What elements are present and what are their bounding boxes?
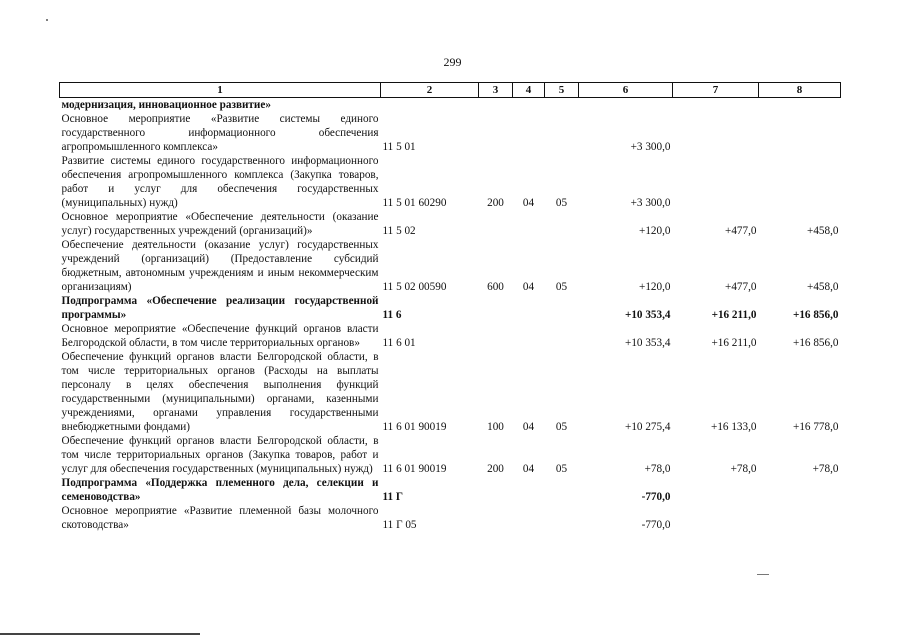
amount-col6-cell: -770,0 xyxy=(641,519,671,531)
amount-col6-cell: +120,0 xyxy=(639,281,671,293)
description-cell: Основное мероприятие «Обеспечение функций органов власти Белгородской области, в том числе территориальных органов» xyxy=(61,323,379,349)
subsection-cell xyxy=(545,476,579,504)
description-cell: модернизация, инновационное развитие» xyxy=(61,99,271,111)
table-row xyxy=(60,238,841,294)
section-cell: 04 xyxy=(522,421,535,433)
amount-col8-cell: +16 856,0 xyxy=(792,309,839,321)
amount-col7-cell: +78,0 xyxy=(730,463,757,475)
subsection-cell xyxy=(545,98,579,113)
code-cell: 11 6 01 90019 xyxy=(382,421,447,433)
subsection-cell: 05 xyxy=(555,421,568,433)
section-cell xyxy=(513,322,545,350)
header-col-5: 5 xyxy=(545,83,579,98)
amount-col7-cell: +16 211,0 xyxy=(711,337,757,349)
expense-type-cell xyxy=(479,112,513,154)
header-col-6: 6 xyxy=(579,83,673,98)
section-cell: 04 xyxy=(522,463,535,475)
code-cell: 11 5 01 xyxy=(382,141,416,153)
table-row xyxy=(60,350,841,434)
description-cell: Обеспечение функций органов власти Белгородской области, в том числе территориальных органов (Закупка товаров, работ и услуг для обеспечения государственных (муниципальных) нужд) xyxy=(61,435,379,475)
section-cell xyxy=(513,112,545,154)
table-row xyxy=(60,322,841,350)
description-cell: Основное мероприятие «Обеспечение деятельности (оказание услуг) государственных учреждений (организаций)» xyxy=(61,211,379,237)
amount-col7-cell: +16 133,0 xyxy=(711,421,757,433)
amount-col6-cell: +10 353,4 xyxy=(625,337,671,349)
table-row xyxy=(60,112,841,154)
amount-col6-cell: +10 275,4 xyxy=(625,421,671,433)
amount-col6-cell: +78,0 xyxy=(644,463,671,475)
description-cell: Подпрограмма «Обеспечение реализации государственной программы» xyxy=(61,295,379,321)
section-cell: 04 xyxy=(522,197,535,209)
amount-col6-cell xyxy=(579,98,673,113)
subsection-cell: 05 xyxy=(555,197,568,209)
amount-col6-cell: +3 300,0 xyxy=(630,141,671,153)
code-cell xyxy=(381,98,479,113)
header-col-3: 3 xyxy=(479,83,513,98)
table-row xyxy=(60,210,841,238)
section-cell xyxy=(513,504,545,532)
description-cell: Подпрограмма «Поддержка племенного дела, селекции и семеноводства» xyxy=(61,477,379,503)
section-cell xyxy=(513,210,545,238)
header-row xyxy=(60,83,841,98)
subsection-cell xyxy=(545,112,579,154)
amount-col7-cell xyxy=(673,112,759,154)
amount-col8-cell xyxy=(759,476,841,504)
amount-col6-cell: +120,0 xyxy=(639,225,671,237)
table-row xyxy=(60,294,841,322)
code-cell: 11 5 02 xyxy=(382,225,416,237)
amount-col6-cell: -770,0 xyxy=(641,491,671,503)
subsection-cell: 05 xyxy=(555,281,568,293)
amount-col8-cell xyxy=(759,98,841,113)
description-cell: Развитие системы единого государственного информационного обеспечения агропромышленного комплекса (Закупка товаров, работ и услуг для обеспечения государственных (муниципальных) нужд) xyxy=(61,155,379,209)
amount-col7-cell: +477,0 xyxy=(725,225,757,237)
subsection-cell xyxy=(545,210,579,238)
section-cell: 04 xyxy=(522,281,535,293)
header-col-8: 8 xyxy=(759,83,841,98)
amount-col8-cell xyxy=(759,112,841,154)
code-cell: 11 6 xyxy=(382,309,402,321)
amount-col6-cell: +10 353,4 xyxy=(624,309,671,321)
description-cell: Основное мероприятие «Развитие системы единого государственного информационного обеспечения агропромышленного комплекса» xyxy=(61,113,379,153)
expense-type-cell xyxy=(479,504,513,532)
amount-col8-cell: +458,0 xyxy=(807,225,839,237)
code-cell: 11 5 01 60290 xyxy=(382,197,447,209)
header-col-4: 4 xyxy=(513,83,545,98)
amount-col7-cell xyxy=(673,154,759,210)
expense-type-cell: 200 xyxy=(487,463,504,475)
expense-type-cell xyxy=(479,476,513,504)
expense-type-cell xyxy=(479,294,513,322)
amount-col8-cell: +16 856,0 xyxy=(793,337,839,349)
expense-type-cell: 100 xyxy=(487,421,504,433)
budget-table xyxy=(59,82,841,532)
subsection-cell xyxy=(545,504,579,532)
header-col-1: 1 xyxy=(60,83,381,98)
section-cell xyxy=(513,294,545,322)
table-row xyxy=(60,476,841,504)
amount-col6-cell: +3 300,0 xyxy=(630,197,671,209)
amount-col7-cell xyxy=(673,98,759,113)
header-col-2: 2 xyxy=(381,83,479,98)
subsection-cell xyxy=(545,294,579,322)
table-row xyxy=(60,434,841,476)
table-row xyxy=(60,154,841,210)
description-cell: Основное мероприятие «Развитие племенной базы молочного скотоводства» xyxy=(61,505,379,531)
code-cell: 11 5 02 00590 xyxy=(382,281,447,293)
code-cell: 11 6 01 xyxy=(382,337,416,349)
description-cell: Обеспечение функций органов власти Белгородской области, в том числе территориальных органов (Расходы на выплаты персоналу в целях обеспечения выполнения функций государственными (муниципальными) органами, казенными учреждениями, органами управления государственными внебюджетными фондами) xyxy=(61,351,379,433)
section-cell xyxy=(513,476,545,504)
amount-col8-cell: +16 778,0 xyxy=(793,421,839,433)
expense-type-cell: 600 xyxy=(487,281,504,293)
description-cell: Обеспечение деятельности (оказание услуг) государственных учреждений (организаций) (Предоставление субсидий бюджетным, автономным учреждениям и иным некоммерческим организациям) xyxy=(61,239,379,293)
table-row xyxy=(60,504,841,532)
header-col-7: 7 xyxy=(673,83,759,98)
section-cell xyxy=(513,98,545,113)
expense-type-cell xyxy=(479,210,513,238)
amount-col8-cell xyxy=(759,504,841,532)
subsection-cell xyxy=(545,322,579,350)
amount-col7-cell: +16 211,0 xyxy=(711,309,757,321)
expense-type-cell xyxy=(479,98,513,113)
subsection-cell: 05 xyxy=(555,463,568,475)
expense-type-cell: 200 xyxy=(487,197,504,209)
page-number: 299 xyxy=(443,55,462,69)
amount-col8-cell: +78,0 xyxy=(812,463,839,475)
code-cell: 11 Г 05 xyxy=(382,519,417,531)
amount-col7-cell xyxy=(673,504,759,532)
code-cell: 11 Г xyxy=(382,491,403,503)
scan-edge-line xyxy=(0,633,200,635)
amount-col7-cell xyxy=(673,476,759,504)
code-cell: 11 6 01 90019 xyxy=(382,463,447,475)
amount-col7-cell: +477,0 xyxy=(725,281,757,293)
table-body xyxy=(60,98,841,533)
amount-col8-cell xyxy=(759,154,841,210)
amount-col8-cell: +458,0 xyxy=(807,281,839,293)
scan-mark xyxy=(757,574,769,575)
table-row xyxy=(60,98,841,113)
expense-type-cell xyxy=(479,322,513,350)
scan-speck xyxy=(46,19,48,21)
